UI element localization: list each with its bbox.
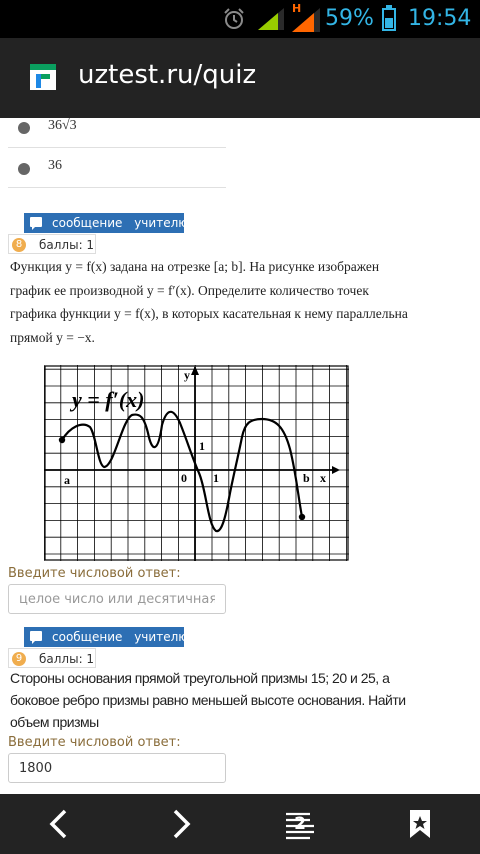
question-number: 8 (12, 238, 26, 252)
signal-h-icon (288, 4, 320, 32)
function-label: y = f′(x) (72, 387, 145, 412)
a-label: a (64, 473, 70, 487)
start-point-a (59, 437, 65, 443)
url-title[interactable]: uztest.ru/quiz (78, 60, 257, 90)
network-type-label: H (292, 2, 302, 15)
answer-input[interactable] (8, 584, 226, 614)
score-label: баллы: 1 (39, 238, 95, 252)
question-text (10, 667, 450, 733)
x-axis-label: x (320, 471, 326, 485)
message-button-label: сообщение учителю (52, 216, 189, 230)
score-badge (8, 234, 96, 254)
back-arrow-icon (44, 808, 76, 840)
clock: 19:54 (408, 6, 472, 31)
answer-option[interactable] (8, 148, 226, 188)
derivative-graph (44, 365, 349, 561)
status-bar (0, 0, 480, 38)
message-button-label: сообщение учителю (52, 630, 189, 644)
answer-label: Введите числовой ответ: (8, 566, 181, 581)
back-button[interactable] (30, 794, 90, 854)
score-label: баллы: 1 (39, 652, 95, 666)
y-axis-label: y (184, 368, 190, 382)
radio-dot-icon[interactable] (18, 163, 30, 175)
question-line: Функция y = f(x) задана на отрезке [a; b]. На рисунке изображен (10, 259, 380, 274)
unit-x-label: 1 (213, 471, 219, 485)
option-text: 36 (48, 158, 62, 173)
site-logo-icon[interactable] (30, 64, 56, 90)
quiz-content[interactable] (0, 118, 480, 794)
answer-option[interactable] (8, 118, 226, 148)
score-badge (8, 648, 96, 668)
answer-input[interactable] (8, 753, 226, 783)
end-point-b (299, 514, 305, 520)
battery-icon (382, 8, 396, 31)
question-line: объем призмы (10, 714, 99, 730)
message-teacher-button[interactable] (24, 213, 189, 233)
battery-percent: 59% (325, 6, 374, 31)
forward-arrow-icon (164, 808, 196, 840)
question-line: Стороны основания прямой треугольной призмы 15; 20 и 25, а (10, 670, 390, 686)
unit-y-label: 1 (199, 439, 205, 453)
forward-button[interactable] (150, 794, 210, 854)
chat-bubble-icon (30, 217, 42, 227)
tabs-count: 2 (294, 814, 306, 834)
question-line: график ее производной y = f′(x). Определите количество точек (10, 282, 369, 298)
question-number: 9 (12, 652, 26, 666)
question-line: графика функции y = f(x), в которых касательная к нему параллельна (10, 306, 408, 321)
answer-label: Введите числовой ответ: (8, 735, 181, 750)
signal-icon (258, 8, 284, 30)
bottom-nav-bar (0, 794, 480, 854)
alarm-icon (222, 7, 246, 31)
question-line: боковое ребро призмы равно меньшей высоте основания. Найти (10, 692, 406, 708)
question-text (10, 255, 470, 349)
app-bar (0, 38, 480, 118)
question-line: прямой y = −x. (10, 329, 95, 345)
b-label: b (303, 471, 310, 485)
chat-bubble-icon (30, 631, 42, 641)
bookmark-icon (404, 808, 436, 840)
message-teacher-button[interactable] (24, 627, 189, 647)
radio-dot-icon[interactable] (18, 122, 30, 134)
option-text: 36√3 (48, 118, 77, 133)
bookmark-button[interactable] (390, 794, 450, 854)
origin-label: 0 (181, 471, 187, 485)
